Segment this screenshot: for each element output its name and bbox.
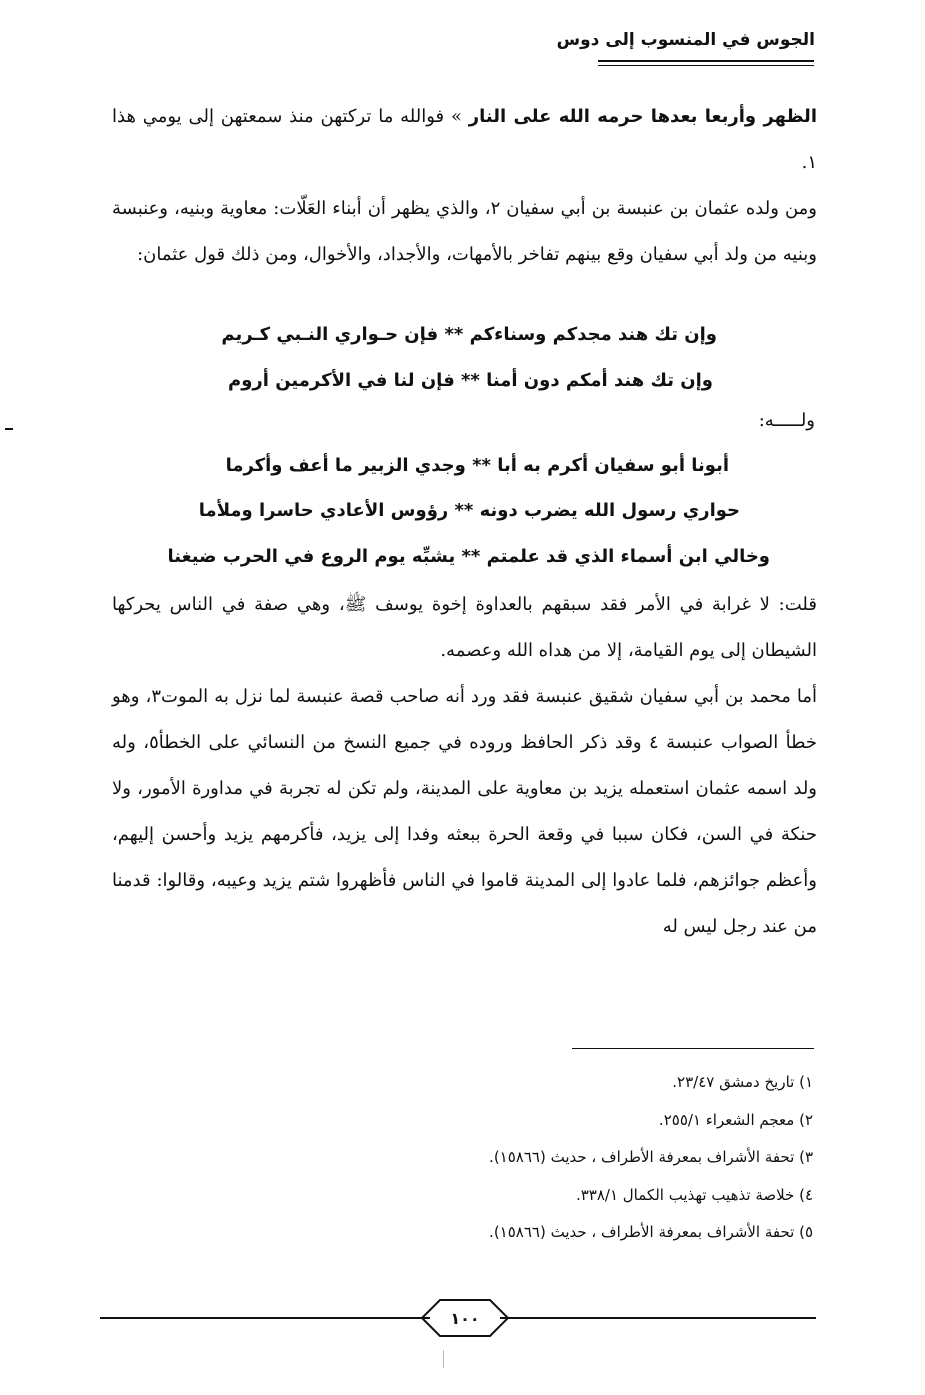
poem-line: وخالي ابن أسماء الذي قد علمتم ** يشبِّه يوم الروع في الحرب ضيغنا [167,546,770,567]
running-header-title: الجوس في المنسوب إلى دوس [556,30,815,50]
footnote-separator [572,1048,814,1049]
paragraph-4: أما محمد بن أبي سفيان شقيق عنبسة فقد ورد أنه صاحب قصة عنبسة لما نزل به الموت٣، وهو خطأ الصواب عنبسة ٤ وقد ذكر الحافظ وروده في جميع النسخ من النسائي على الخطأ٥، وله ولد اسمه عثمان استعمله يزيد بن معاوية على المدينة، ولم تكن له تجربة في مداورة الأمور، ولا حنكة في السن، فكان سببا في وقعة الحرة ببعثه وفدا إلى يزيد، فأكرمهم يزيد وأحسن إليهم، وأعظم جوائزهم، فلما عادوا إلى المدينة قاموا في الناس فأظهروا شتم يزيد وعيبه، وقالوا: قدمنا من عند رجل ليس له [112,686,818,937]
margin-mark [5,428,13,430]
poem-line: وإن تك هند مجدكم وسناءكم ** فإن حـواري النـبي كـريم [221,324,717,345]
footnote: ٥) تحفة الأشراف بمعرفة الأطراف ، حديث (١٥٨٦٦). [489,1223,813,1241]
main-text-continued [112,582,817,950]
footnote: ٣) تحفة الأشراف بمعرفة الأطراف ، حديث (١٥٨٦٦). [489,1148,813,1166]
footnote: ٤) خلاصة تذهيب تهذيب الكمال ٣٣٨/١. [575,1185,813,1204]
wa-lahu-label: ولـــــه: [758,410,815,431]
hadith-quote: الظهر وأربعا بعدها حرمه الله على النار [468,106,817,127]
paragraph-1-rest: » فوالله ما تركتهن منذ سمعتهن إلى يومي هذا ١. [112,106,817,173]
page-number: ١٠٠ [450,1309,480,1328]
scan-mark [443,1350,444,1368]
main-text [112,94,817,278]
poem-line: أبونا أبو سفيان أكرم به أبا ** وجدي الزبير ما أعف وأكرما [225,455,729,476]
footnote: ١) تاريخ دمشق ٢٣/٤٧. [672,1073,813,1091]
poem-line: وإن تك هند أمكم دون أمنا ** فإن لنا في الأكرمين أروم [228,370,713,391]
paragraph-2: ومن ولده عثمان بن عنبسة بن أبي سفيان ٢، والذي يظهر أن أبناء العَلّات: معاوية وبنيه، وعنبسة وبنيه من ولد أبي سفيان وقع بينهم تفاخر بالأمهات، والأجداد، والأخوال، ومن ذلك قول عثمان: [112,198,817,265]
footnotes [293,1064,813,1252]
footnote: ٢) معجم الشعراء ٢٥٥/١. [658,1110,813,1129]
poem-line: حواري رسول الله يضرب دونه ** رؤوس الأعادي حاسرا وملأما [198,500,740,521]
paragraph-3: قلت: لا غرابة في الأمر فقد سبقهم بالعداوة إخوة يوسف ﷺ، وهي صفة في الناس يحركها الشيطان إلى يوم القيامة، إلا من هداه الله وعصمه. [112,594,817,661]
header-rule-thin [598,65,814,66]
header-rule [598,60,814,62]
paragraph-1 [112,94,817,186]
